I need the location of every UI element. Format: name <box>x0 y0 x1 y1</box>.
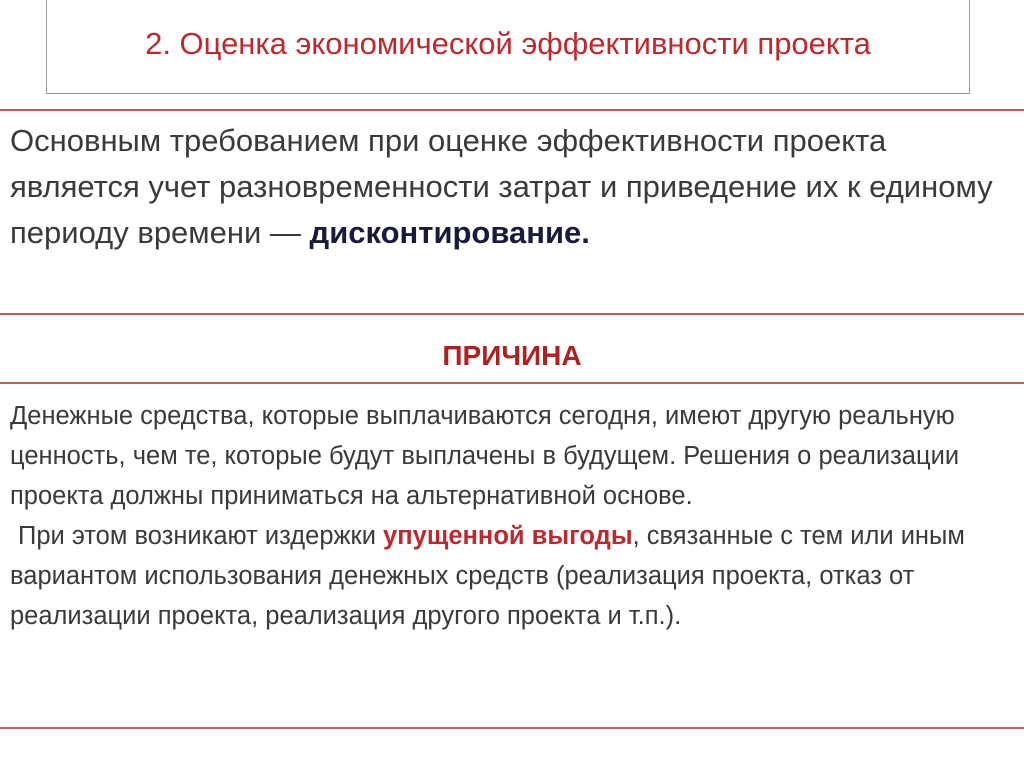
reason-paragraph-1: Денежные средства, которые выплачиваются сегодня, имеют другую реальную ценность, чем те, которые будут выплачены в будущем. Решения о реализации проекта должны приниматься на альтернативной основе. <box>10 402 960 510</box>
requirement-text <box>10 118 1014 256</box>
reason-heading: ПРИЧИНА <box>442 340 582 371</box>
reason-paragraph-2-start: При этом возникают издержки <box>18 522 384 550</box>
divider-top <box>0 109 1024 111</box>
divider-middle <box>0 313 1024 315</box>
reason-highlight: упущенной выгоды <box>383 522 633 550</box>
requirement-body: Основным требованием при оценке эффективности проекта является учет разновременности затрат и приведение их к единому периоду времени — <box>10 123 993 250</box>
divider-reason <box>0 382 1024 384</box>
reason-text <box>10 396 1014 636</box>
divider-bottom <box>0 727 1024 729</box>
requirement-emphasis: дисконтирование. <box>309 215 590 250</box>
reason-paragraph-2-end: , связанные с тем или иным вариантом использования денежных средств (реализация проекта, отказ от реализации проекта, реализация другого проекта и т.п.). <box>10 522 965 630</box>
slide-title-box <box>46 0 970 94</box>
slide-title: 2. Оценка экономической эффективности проекта <box>145 26 871 61</box>
reason-paragraph-2 <box>10 516 1014 636</box>
